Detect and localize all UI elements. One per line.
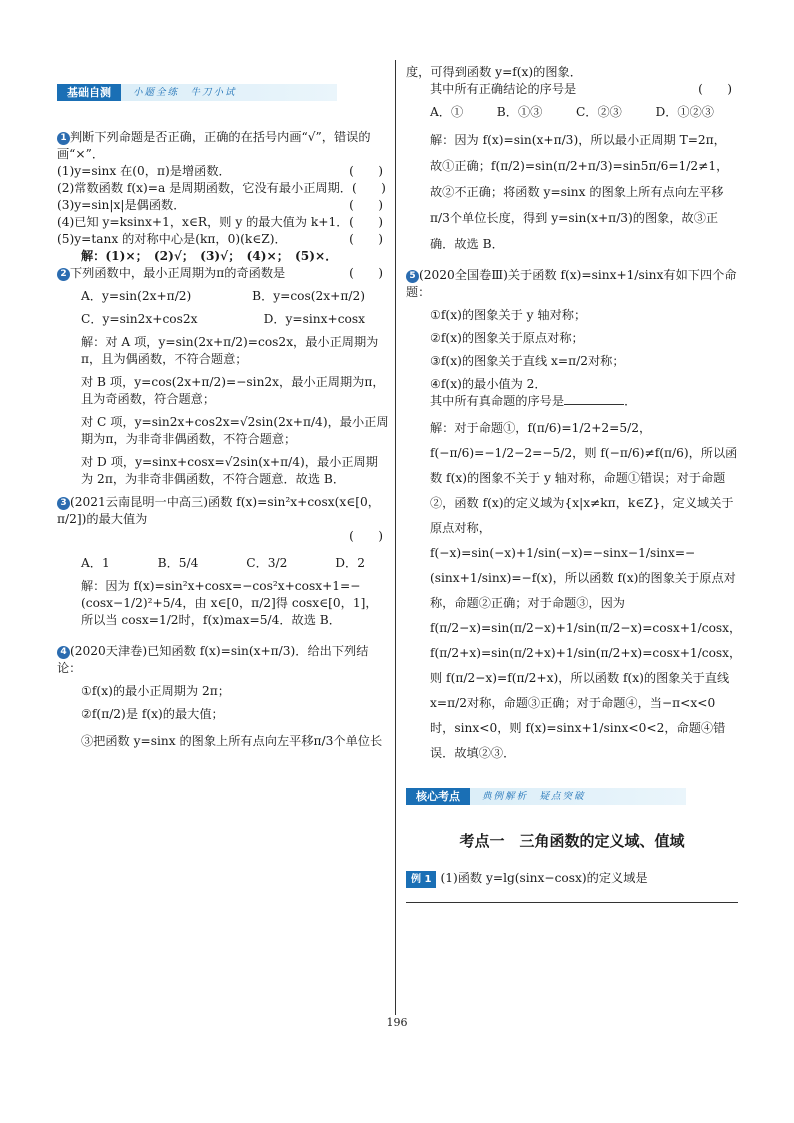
column-divider [395,60,396,1015]
option-c: C．②③ [575,105,622,119]
question-ask: 其中所有正确结论的序号是 [430,82,577,96]
option-b: B．y=cos(2x+π/2) [252,289,365,303]
solution-5: 解：对于命题①，f(π/6)=1/2+2=5/2，f(−π/6)=−1/2−2=−5/2，则 f(−π/6)≠f(π/6)，所以函数 f(x)的图象不关于 y 轴对称，命题①错误；对于命题②，函数 f(x)的定义域为{x|x≠kπ，k∈Z}，定义域关于原点对称，f(−x)=sin(−x)+1/sin(−x)=−sinx−1/sinx=−(sinx+1/sinx)=−f(x)，所以函数 f(x)的图象关于原点对称，命题②正确；对于命题③，因为 f(π/2−x)=sin(π/2−x)+1/sin(π/2−x)=cosx+1/cosx，f(π/2+x)=sin(π/2+x)+1/sin(π/2+x)=cosx+1/cosx，则 f(π/2−x)=f(π/2+x)，所以函数 f(x)的图象关于直线 x=π/2对称，命题③正确；对于命题④，当−π<x<0 时，sinx<0，则 f(x)=sinx+1/sinx<0<2，命题④错误．故填②③． [430,421,742,760]
question-ask: 其中所有真命题的序号是 [430,394,565,408]
answer-paren: ( ) [349,215,383,229]
statement-3: (3)y=sin|x|是偶函数． [57,198,186,212]
question-number-badge: 3 [57,497,70,510]
question-4-continued [406,64,738,257]
question-5: 5 (2020全国卷Ⅲ)关于函数 f(x)=sinx+1/sinx有如下四个命题： ①f(x)的图象关于 y 轴对称； ②f(x)的图象关于原点对称； ③f(x)的图象关于直线 x=π/2对称； ④f(x)的最小值为 2． 其中所有真命题的序号是 ． 解：对于命题①，f(π/6)=1/2+2=5/2，f(−π/6)=−1/2−2=−5/2，则 f(−π/6)≠f(π/6)，所以函数 f(x)的图象不关于 y 轴对称，命题①错误；对于命题②，函数 f(x)的定义域为{x|x≠kπ，k∈Z}，定义域关于原点对称，f(−x)=sin(−x)+1/sin(−x)=−sinx−1/sinx=−(sinx+1/sinx)=−f(x)，所以函数 f(x)的图象关于原点对称，命题②正确；对于命题③，因为 f(π/2−x)=sin(π/2−x)+1/sin(π/2−x)=cosx+1/cosx，f(π/2+x)=sin(π/2+x)+1/sin(π/2+x)=cosx+1/cosx，则 f(π/2−x)=f(π/2+x)，所以函数 f(x)的图象关于直线 x=π/2对称，命题③正确；对于命题④，当−π<x<0 时，sinx<0，则 f(x)=sinx+1/sinx<0<2，命题④错误．故填②③． [406,267,738,766]
banner-subtitle: 小题全练 牛刀小试 [133,87,237,98]
question-number-badge: 4 [57,646,70,659]
option-a: A．y=sin(2x+π/2) [81,289,192,303]
banner-tag: 核心考点 [406,788,470,805]
option-b: B．①③ [496,105,543,119]
option-b: B．5/4 [157,556,199,570]
conclusion-3-continued: 度，可得到函数 y=f(x)的图象． [406,65,582,79]
solution-1: 解：(1)×； (2)√； (3)√； (4)×； (5)×． [81,249,338,263]
question-stem: 判断下列命题是否正确，正确的在括号内画“√”，错误的画“×”． [57,130,371,161]
section-banner-core [406,788,686,805]
option-c: C．3/2 [246,556,288,570]
question-stem: 下列函数中，最小正周期为π的奇函数是 [70,266,286,280]
answer-paren: ( ) [349,232,383,246]
question-number-badge: 2 [57,268,70,281]
question-stem: (2020天津卷)已知函数 f(x)=sin(x+π/3)．给出下列结论： [57,644,369,675]
conclusion-3: ③把函数 y=sinx 的图象上所有点向左平移π/3个单位长 [81,734,383,748]
conclusion-1: ①f(x)的最小正周期为 2π； [81,684,230,698]
answer-blank [564,404,624,405]
solution-2-d: 对 D 项，y=sinx+cosx=√2sin(x+π/4)，最小正周期为 2π，为非奇非偶函数，不符合题意．故选 B． [81,455,378,486]
solution-4: 解：因为 f(x)=sin(x+π/3)，所以最小正周期 T=2π，故①正确；f(π/2)=sin(π/2+π/3)=sin5π/6=1/2≠1，故②不正确；将函数 y=sinx 的图象上所有点向左平移π/3个单位长度，得到 y=sin(x+π/3)的图象，故③正确．故选 B． [430,133,729,251]
question-3 [57,494,389,629]
example-1-text: (1)函数 y=lg(sinx−cosx)的定义域是 [440,871,648,885]
statement-1: (1)y=sinx 在(0，π)是增函数． [57,164,231,178]
section-banner-basic [57,84,337,101]
question-number-badge: 5 [406,270,419,283]
answer-paren: ( ) [349,164,383,178]
page-number: 196 [386,1016,408,1029]
option-d: D．2 [335,556,365,570]
banner-subtitle: 典例解析 疑点突破 [482,791,586,802]
proposition-2: ②f(x)的图象关于原点对称； [430,331,584,345]
option-a: A．① [430,105,464,119]
solution-2-b: 对 B 项，y=cos(2x+π/2)=−sin2x，最小正周期为π，且为奇函数，符合题意； [81,375,385,406]
answer-paren: ( ) [349,266,383,280]
question-4 [57,643,389,750]
proposition-3: ③f(x)的图象关于直线 x=π/2对称； [430,354,625,368]
solution-2-a: 解：对 A 项，y=sin(2x+π/2)=cos2x，最小正周期为π，且为偶函数，不符合题意； [81,335,379,366]
solution-2-c: 对 C 项，y=sin2x+cos2x=√2sin(2x+π/4)，最小正周期为π，为非奇非偶函数，不符合题意； [81,415,389,446]
answer-blank-line [406,888,738,903]
statement-2: (2)常数函数 f(x)=a 是周期函数，它没有最小正周期．( ) [57,181,386,195]
answer-paren: ( ) [349,198,383,212]
right-column [406,58,742,907]
proposition-4: ④f(x)的最小值为 2． [430,377,547,391]
section-title: 考点一 三角函数的定义域、值域 [459,832,685,850]
option-c: C．y=sin2x+cos2x [81,312,198,326]
question-2 [57,265,389,488]
left-column [57,58,389,750]
conclusion-2: ②f(π/2)是 f(x)的最大值； [81,707,224,721]
banner-tag: 基础自测 [57,84,121,101]
option-a: A．1 [81,556,110,570]
example-tag: 例 1 [406,871,436,888]
statement-4: (4)已知 y=ksinx+1，x∈R，则 y 的最大值为 k+1． [57,215,349,229]
proposition-1: ①f(x)的图象关于 y 轴对称； [430,308,587,322]
question-stem: (2021云南昆明一中高三)函数 f(x)=sin²x+cosx(x∈[0，π/2])的最大值为 [57,495,380,526]
answer-paren: ( ) [349,529,383,543]
option-d: D．①②③ [655,105,714,119]
answer-paren: ( ) [698,82,732,96]
statement-5: (5)y=tanx 的对称中心是(kπ，0)(k∈Z)． [57,232,287,246]
question-stem: (2020全国卷Ⅲ)关于函数 f(x)=sinx+1/sinx有如下四个命题： [406,268,737,299]
option-d: D．y=sinx+cosx [263,312,365,326]
question-1 [57,129,389,265]
solution-3: 解：因为 f(x)=sin²x+cosx=−cos²x+cosx+1=−(cosx−1/2)²+5/4，由 x∈[0，π/2]得 cosx∈[0，1]，所以当 cosx=1/2时，f(x)max=5/4．故选 B． [81,579,378,627]
question-number-badge: 1 [57,132,70,145]
